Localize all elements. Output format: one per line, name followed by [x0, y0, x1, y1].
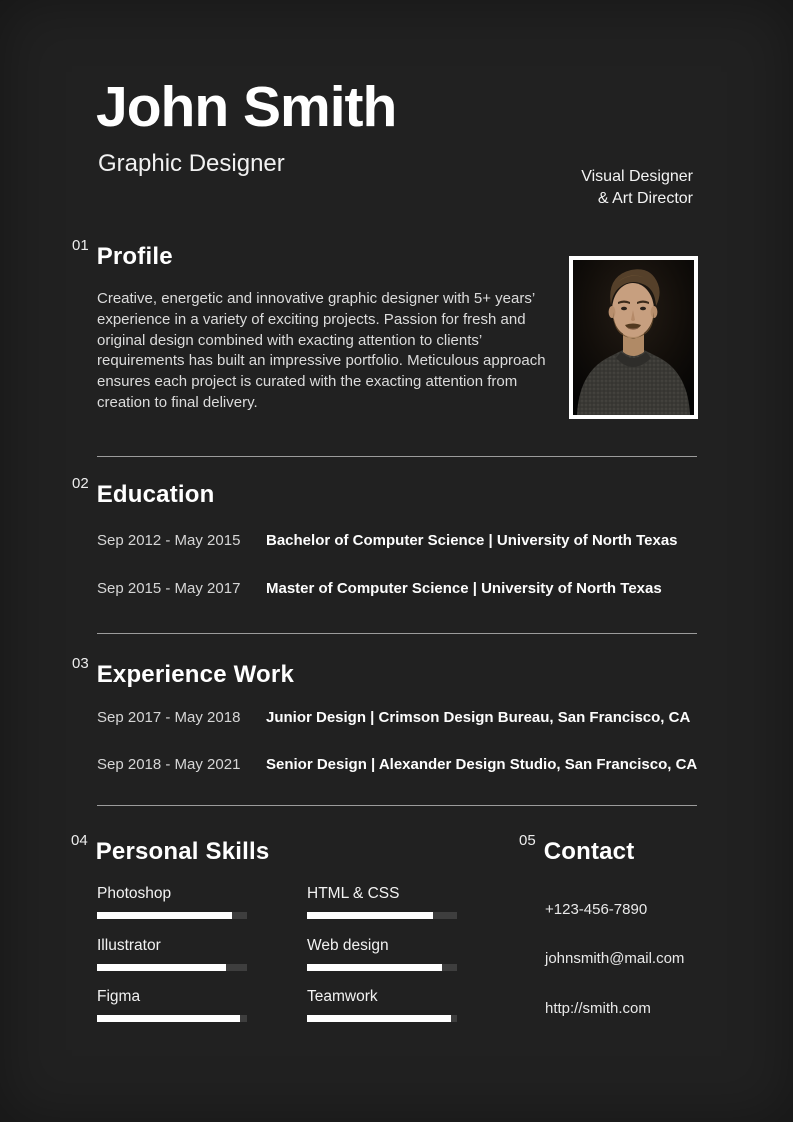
- skill-photoshop: [97, 885, 247, 919]
- skill-bar-track: [307, 1015, 457, 1022]
- tagline-line2: & Art Director: [597, 190, 693, 207]
- skill-label: Figma: [97, 988, 141, 1005]
- experience-description: Senior Design | Alexander Design Studio, San Francisco, CA: [266, 756, 698, 773]
- education-dates: Sep 2012 - May 2015: [97, 532, 241, 549]
- education-dates: Sep 2015 - May 2017: [97, 580, 241, 597]
- tagline: [581, 166, 693, 210]
- portrait-illustration: [573, 260, 694, 415]
- section-number-education: 02: [72, 475, 89, 492]
- section-heading-skills: [71, 832, 270, 866]
- experience-dates: Sep 2018 - May 2021: [97, 756, 241, 773]
- divider: [97, 633, 697, 634]
- divider: [97, 805, 697, 806]
- education-entry: [97, 531, 678, 550]
- experience-description: Junior Design | Crimson Design Bureau, San Francisco, CA: [266, 709, 691, 726]
- skill-bar-track: [307, 912, 457, 919]
- experience-entry: [97, 708, 690, 727]
- skill-bar-track: [307, 964, 457, 971]
- skill-figma: [97, 988, 247, 1022]
- skill-bar-fill: [97, 1015, 240, 1022]
- divider: [97, 456, 697, 457]
- skill-label: Illustrator: [97, 937, 161, 954]
- skill-html-css: [307, 885, 457, 919]
- person-title: Graphic Designer: [98, 150, 285, 177]
- section-number-profile: 01: [72, 237, 89, 254]
- skill-teamwork: [307, 988, 457, 1022]
- skill-label: Teamwork: [307, 988, 378, 1005]
- section-heading-education: [72, 475, 215, 509]
- section-number-contact: 05: [519, 832, 536, 849]
- person-name: John Smith: [96, 75, 397, 139]
- skill-web-design: [307, 937, 457, 971]
- section-title-contact: Contact: [543, 838, 635, 865]
- skill-label: Photoshop: [97, 885, 172, 902]
- section-title-skills: Personal Skills: [95, 838, 270, 865]
- skill-label: HTML & CSS: [307, 885, 400, 902]
- education-description: Bachelor of Computer Science | University of North Texas: [266, 532, 678, 549]
- skill-bar-fill: [307, 964, 442, 971]
- experience-entry: [97, 755, 697, 774]
- section-title-profile: Profile: [96, 243, 173, 270]
- skill-label: Web design: [307, 937, 389, 954]
- experience-dates: Sep 2017 - May 2018: [97, 709, 241, 726]
- section-heading-profile: [72, 237, 173, 271]
- profile-summary: Creative, energetic and innovative graphic designer with 5+ years’ experience in a variety of exciting projects. Passion for fresh and original design combined with exacting attention to clients’ requirements has built an impressive portfolio. Meticulous approach ensures each project is curated with the exacting attention from creation to final delivery.: [97, 290, 546, 411]
- contact-website: http://smith.com: [545, 1000, 651, 1017]
- skill-bar-track: [97, 912, 247, 919]
- education-entry: [97, 579, 662, 598]
- section-title-experience: Experience Work: [96, 661, 294, 688]
- section-title-education: Education: [96, 481, 215, 508]
- contact-phone: +123-456-7890: [545, 901, 648, 918]
- tagline-line1: Visual Designer: [581, 168, 693, 185]
- skill-bar-fill: [97, 964, 226, 971]
- section-heading-contact: [519, 832, 635, 866]
- skill-bar-fill: [307, 912, 433, 919]
- skill-illustrator: [97, 937, 247, 971]
- section-number-experience: 03: [72, 655, 89, 672]
- skill-bar-track: [97, 964, 247, 971]
- section-number-skills: 04: [71, 832, 88, 849]
- section-heading-experience: [72, 655, 294, 689]
- profile-photo: [569, 256, 698, 419]
- skill-bar-fill: [97, 912, 232, 919]
- skill-bar-track: [97, 1015, 247, 1022]
- education-description: Master of Computer Science | University of North Texas: [266, 580, 662, 597]
- skill-bar-fill: [307, 1015, 451, 1022]
- contact-email: johnsmith@mail.com: [545, 950, 685, 967]
